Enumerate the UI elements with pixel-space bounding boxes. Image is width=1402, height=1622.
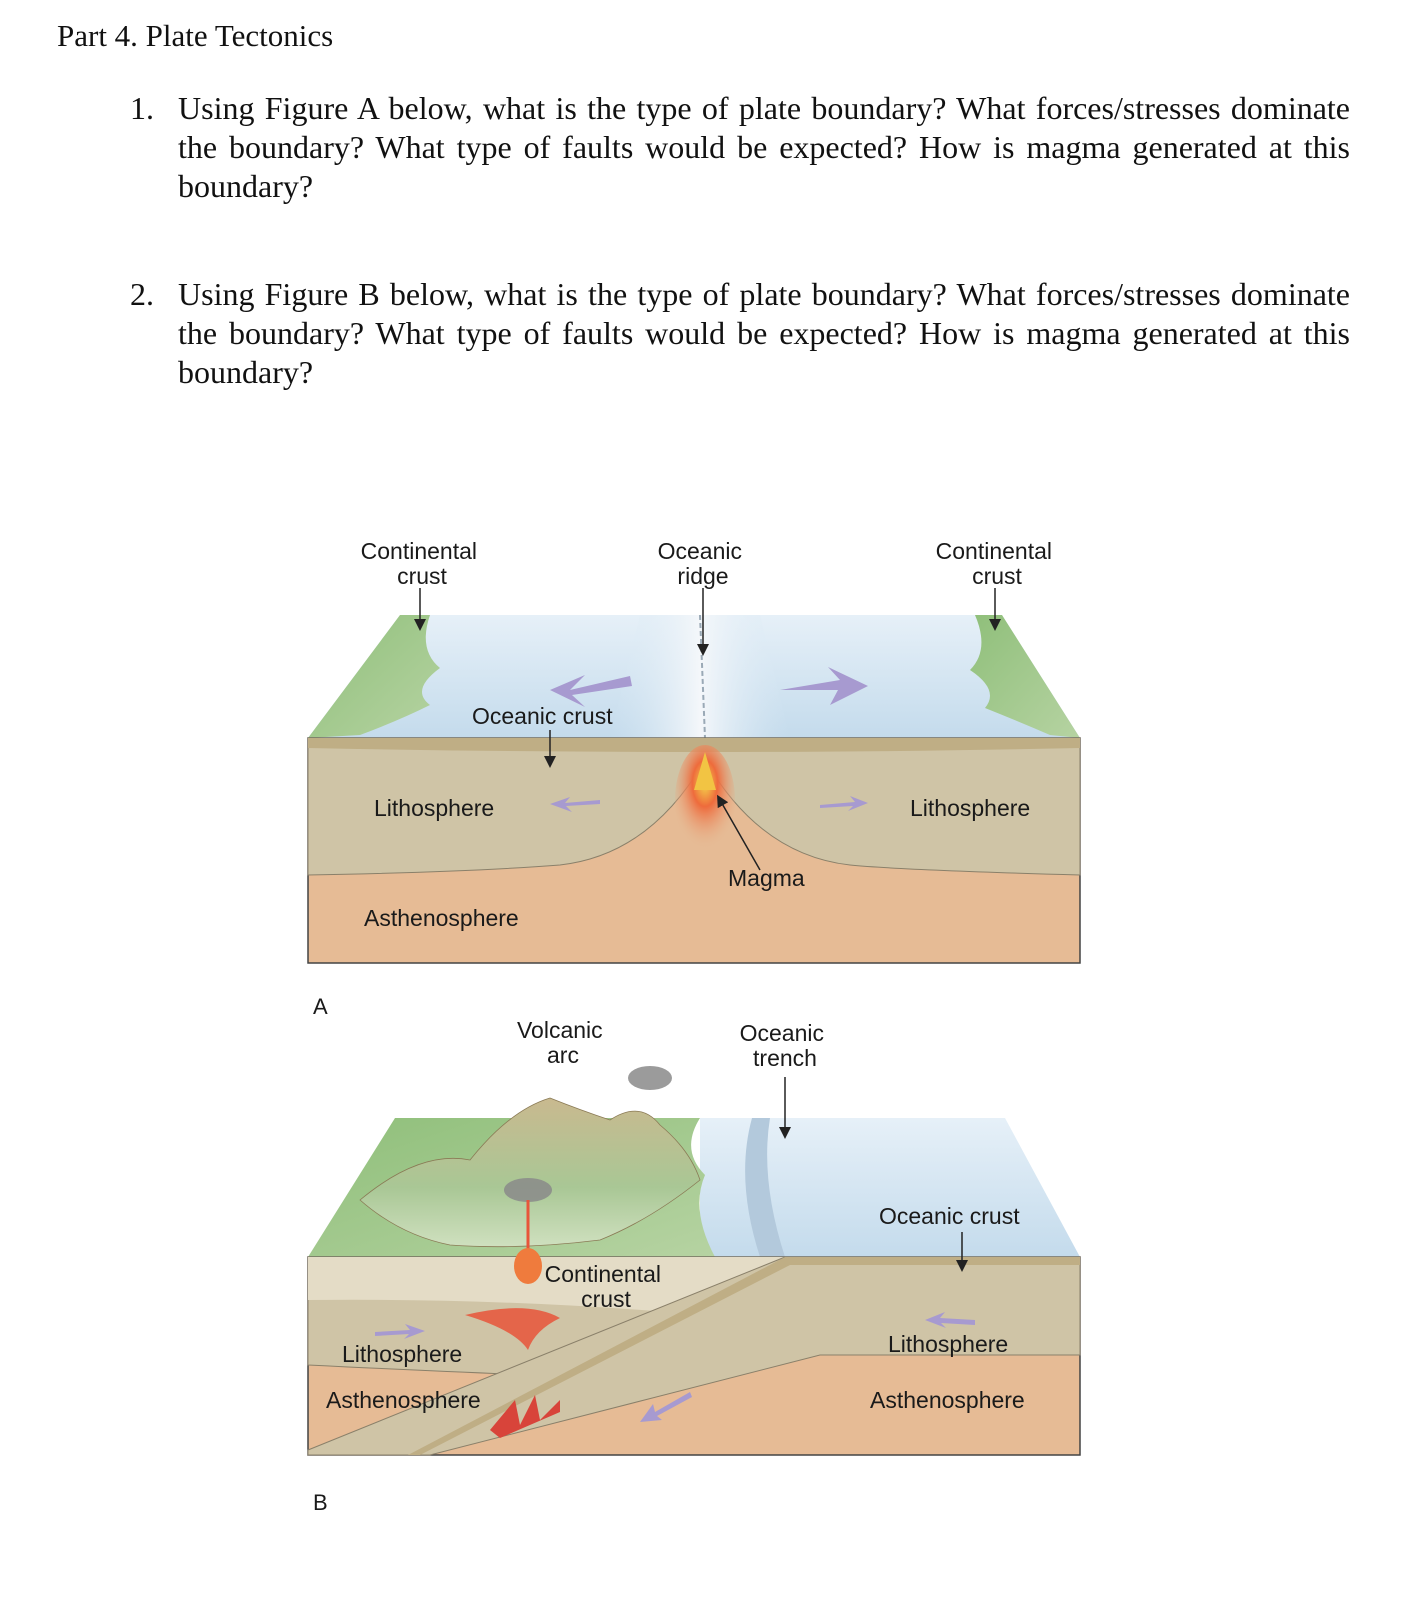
- figure-b-label-continental-crust-line-1: Continental: [544, 1261, 661, 1287]
- question-2-text: Using Figure B below, what is the type of plate boundary? What forces/stresses dominate the boundary? What type of faults would be expected? How is magma generated at this boundary?: [178, 276, 1350, 390]
- figure-a-label-lithosphere-left: Lithosphere: [374, 795, 495, 821]
- figure-a-label-oceanic-crust: Oceanic crust: [472, 703, 613, 729]
- figure-b-label-lithosphere-left: Lithosphere: [342, 1341, 463, 1367]
- figure-a: [308, 538, 1080, 1019]
- figure-b-label-lithosphere-right: Lithosphere: [888, 1331, 1009, 1357]
- figure-b-label-continental-crust-line-2: crust: [581, 1286, 631, 1312]
- figure-b: [308, 1017, 1080, 1515]
- figure-a-label-oceanic-ridge-line-1: Oceanic: [657, 538, 742, 564]
- figure-b-label-asthenosphere-left: Asthenosphere: [326, 1387, 481, 1413]
- question-2-number: 2.: [130, 276, 154, 312]
- figure-a-letter: A: [313, 994, 328, 1019]
- figure-b-magma-chamber: [514, 1248, 542, 1284]
- figure-a-label-continental-crust-right-line-2: crust: [972, 563, 1022, 589]
- figure-b-label-volcanic-arc-line-1: Volcanic: [516, 1017, 603, 1043]
- page-heading: Part 4. Plate Tectonics: [57, 18, 334, 53]
- figure-a-label-continental-crust-left-line-1: Continental: [360, 538, 477, 564]
- figure-b-label-oceanic-trench-line-1: Oceanic: [739, 1020, 824, 1046]
- figure-b-volcano-smoke-2: [504, 1178, 552, 1202]
- figure-b-label-asthenosphere-right: Asthenosphere: [870, 1387, 1025, 1413]
- figure-a-label-continental-crust-right: [936, 538, 1059, 589]
- figure-b-label-volcanic-arc-line-2: arc: [547, 1042, 579, 1068]
- figure-b-letter: B: [313, 1490, 328, 1515]
- figure-a-label-continental-crust-left-line-2: crust: [397, 563, 447, 589]
- figure-a-label-magma: Magma: [728, 865, 805, 891]
- figure-b-label-volcanic-arc: [517, 1017, 609, 1068]
- figure-a-label-lithosphere-right: Lithosphere: [910, 795, 1031, 821]
- figure-a-label-continental-crust-left: [361, 538, 484, 589]
- figure-b-label-oceanic-trench: [740, 1020, 831, 1071]
- figure-b-label-oceanic-crust: Oceanic crust: [879, 1203, 1020, 1229]
- figure-b-label-oceanic-trench-line-2: trench: [753, 1045, 817, 1071]
- figure-a-label-oceanic-ridge: [658, 538, 749, 589]
- figure-a-label-asthenosphere: Asthenosphere: [364, 905, 519, 931]
- figure-a-label-oceanic-ridge-line-2: ridge: [677, 563, 729, 589]
- figure-b-volcano-smoke-1: [628, 1066, 672, 1090]
- figure-a-label-continental-crust-right-line-1: Continental: [935, 538, 1052, 564]
- question-1-text: Using Figure A below, what is the type of plate boundary? What forces/stresses dominate the boundary? What type of faults would be expected? How is magma generated at this boundary?: [178, 90, 1350, 204]
- question-1-number: 1.: [130, 90, 154, 126]
